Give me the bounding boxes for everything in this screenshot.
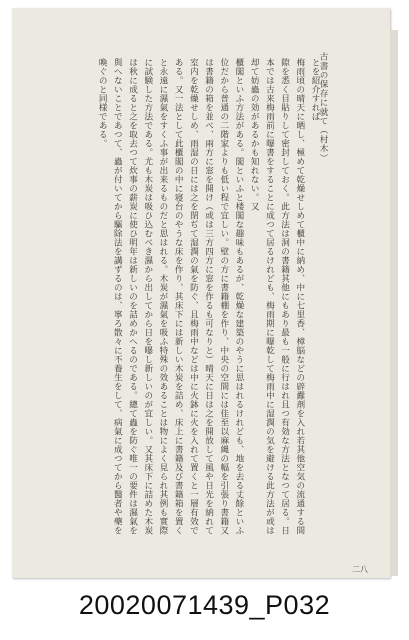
paragraph: とを紹介すれば bbox=[310, 58, 320, 121]
paragraph: 梅雨頃の晴天に晒し、極めて乾燥せしめて櫃中に納め、中に七里香、樟脳などの辟蠹剤を入れ若其他空気の流通する間隙を悉く目貼りして密封しておく。此方法は洞の書籍其他にもあり最も一般に行はれ且つ有効な方法となつて居る。日本では古来梅雨前に曝書をすることに成つて居るけれども、梅雨期に曝乾して梅雨中に湿潤の気を避ける此方法が或は却て妨蟲の効があるかも知れない。又 bbox=[249, 58, 305, 535]
running-head: 古書の保存に就て（村木） bbox=[318, 52, 328, 163]
body-text bbox=[60, 58, 322, 538]
image-caption: 20020071439_P032 bbox=[78, 590, 331, 620]
page-number: 二八 bbox=[352, 565, 368, 574]
paragraph: 櫃閣といふ方法がある。閣といふと楼閣な趣味もあるが、乾燥な建築のやうに思はれるけれども、地を去る丈餘といふ位だから普通の二階家よりも低い程で宜しい。壁の方に書籍棚を作り、中央の空間には佳至以麻縄の幅を引張り書籍又は書籍の箱を並べ、兩方に窓を開け（或は三方四方に窓を作るも可なりと）晴天に日は之を開放して風や日光を納れて室内を乾燥せしめ、雨湿の日には之を閉ぢて湿潤の氣を防ぐ、且梅雨中などは中に火鉢に火を入れて置くと一層有效である。又一法として此櫃閣の中に寝台のやうな床を作り、其床下には新しい木炭を詰め、床上に書籍及び書籍箱を置くと永遠に濕氣をすくふ事が出来るものだと思はれる。木炭が濕氣を吸ふ特殊の效あることは物によく見られ其例も實際に試験した方法である。尤も木炭は吸ひ込むべき濕から出してから日を曝し新しいのが宜しい。又其床下に詰めた木炭は秋に成ると之を取去つて炊事の薪炭に使ひ明年は新しいのを詰めかへるのである。總て蟲を防ぐ唯一の要件は濕氣を與へないことであつて、蟲が付いてから驅除法を講ずるのは、寧ろ散々に不養生をして、病氣に成つてから醫者や藥を喚ぐのと同様である。 bbox=[97, 58, 244, 535]
page-edge bbox=[390, 30, 398, 576]
document-page bbox=[12, 8, 390, 578]
